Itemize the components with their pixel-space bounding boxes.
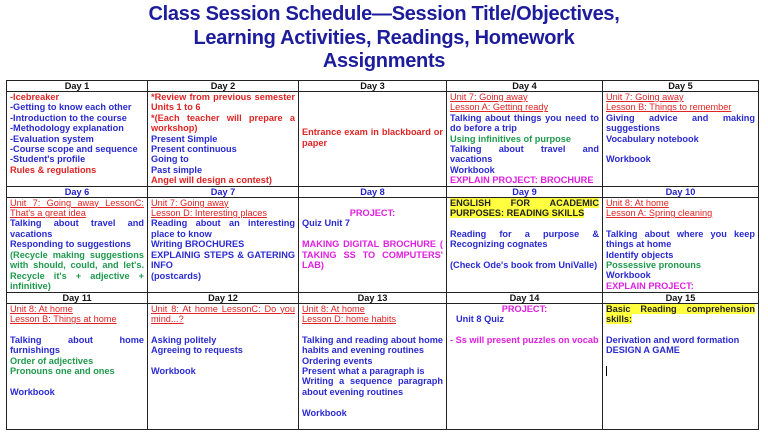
day-cell	[603, 303, 759, 429]
activity-text: Talking and reading about home habits and evening routines	[302, 334, 443, 356]
activity-text: Talking about travel and vacations	[10, 218, 144, 239]
day-cell	[148, 92, 299, 187]
activity-text: Rules & regulations	[10, 164, 97, 175]
lesson-title: Unit 7: Going away	[450, 92, 528, 102]
activity-text: Present Simple	[151, 133, 218, 144]
activity-text: Entrance exam in blackboard or paper	[302, 127, 443, 148]
activity-text: *Review from previous semester Units 1 to 6	[151, 92, 295, 113]
activity-text: Workbook	[450, 164, 495, 175]
activity-text: Talking about things you need to do before a trip	[450, 112, 599, 134]
activity-text: Vocabulary notebook	[606, 133, 699, 144]
activity-text: -Evaluation system	[10, 133, 94, 144]
lesson-title: Lesson D: home habits	[302, 314, 396, 325]
day-header: Day 12	[148, 292, 299, 303]
activity-text: Using infinitives of purpose	[450, 133, 571, 144]
day-content-row	[7, 92, 759, 187]
title-line: Class Session Schedule—Session Title/Objectives,	[148, 3, 620, 25]
activity-text: (Recycle making suggestions with should, could, and let's. Recycle it's + adjective + infinitive)	[10, 249, 144, 291]
activity-text: *(Each teacher will prepare a workshop)	[151, 112, 295, 134]
activity-text: -Introduction to the course	[10, 112, 127, 123]
activity-text: Present continuous	[151, 144, 237, 155]
day-header: Day 10	[603, 186, 759, 197]
activity-text: Workbook	[151, 366, 196, 377]
title-line: Assignments	[322, 50, 446, 72]
day-cell	[148, 197, 299, 292]
day-cell	[603, 92, 759, 187]
activity-text: Present what a paragraph is	[302, 366, 425, 377]
activity-text: (postcards)	[151, 270, 202, 281]
day-header: Day 8	[299, 186, 447, 197]
highlighted-text: Basic Reading comprehension skills:	[606, 303, 755, 325]
activity-text: Giving advice and making suggestions	[606, 112, 755, 134]
lesson-title: Unit 8: At home	[302, 303, 365, 314]
activity-text: EXPLAINIG STEPS & GATERING INFO	[151, 249, 295, 271]
lesson-title: Lesson A: Spring cleaning	[606, 208, 713, 219]
day-header: Day 3	[299, 81, 447, 92]
activity-text: Angel will design a contest)	[151, 175, 272, 186]
activity-text: PROJECT:	[349, 208, 396, 219]
activity-text: Talking about home furnishings	[10, 334, 144, 356]
day-cell	[7, 92, 148, 187]
lesson-title: Unit 7: Going away	[151, 197, 229, 208]
day-cell	[299, 303, 447, 429]
day-header-row	[7, 186, 759, 197]
day-header: Day 14	[447, 292, 603, 303]
activity-text	[450, 198, 599, 219]
day-cell	[447, 92, 603, 187]
activity-text: MAKING DIGITAL BROCHURE ( TAKING SS TO COMPUTERS' LAB)	[302, 239, 443, 271]
day-header: Day 15	[603, 292, 759, 303]
activity-text: Agreeing to requests	[151, 345, 243, 356]
day-header: Day 5	[603, 81, 759, 92]
day-content-row	[7, 303, 759, 429]
activity-text: Talking about travel and vacations	[450, 144, 599, 165]
day-header-row	[7, 81, 759, 92]
day-content-row	[7, 197, 759, 292]
activity-text: -Methodology explanation	[10, 123, 124, 134]
activity-text: Workbook	[10, 386, 55, 397]
activity-text: (Check Ode's book from UniValle)	[450, 260, 598, 271]
day-header: Day 4	[447, 81, 603, 92]
activity-text: Responding to suggestions	[10, 239, 131, 250]
day-header: Day 1	[7, 81, 148, 92]
activity-text: EXPLAIN PROJECT: BROCHURE	[450, 175, 594, 186]
day-cell	[148, 303, 299, 429]
activity-text: Quiz Unit 7	[302, 218, 350, 229]
day-cell	[299, 92, 447, 187]
activity-text: - Ss will present puzzles on vocab	[450, 334, 599, 345]
activity-text: Derivation and word formation	[606, 334, 740, 345]
activity-text: Order of adjectives	[10, 355, 94, 366]
activity-text: -Course scope and sequence	[10, 144, 138, 155]
lesson-title: Unit 8: At home LessonC: Do you mind...?	[151, 303, 295, 325]
activity-text: Talking about where you keep things at home	[606, 228, 755, 250]
day-header: Day 9	[447, 186, 603, 197]
lesson-title: Lesson A: Getting ready	[450, 102, 549, 113]
day-cell	[7, 197, 148, 292]
day-header: Day 6	[7, 186, 148, 197]
activity-text: DESIGN A GAME	[606, 345, 680, 356]
activity-text: Writing a sequence paragraph about evening routines	[302, 376, 443, 397]
activity-text: Unit 8 Quiz	[456, 314, 504, 325]
activity-text: Possessive pronouns	[606, 260, 701, 271]
page-title	[0, 3, 768, 74]
activity-text: Identify objects	[606, 249, 674, 260]
activity-text: EXPLAIN PROJECT:	[606, 280, 694, 291]
lesson-title: Lesson B: Things at home	[10, 314, 117, 325]
day-cell	[7, 303, 148, 429]
activity-text: -Student's profile	[10, 154, 86, 165]
activity-text: Writing BROCHURES	[151, 239, 245, 250]
text-cursor-icon	[606, 366, 607, 376]
activity-text: Workbook	[606, 154, 651, 165]
day-header: Day 13	[299, 292, 447, 303]
activity-text: Reading about an interesting place to know	[151, 218, 295, 239]
lesson-title: Unit 8: At home	[10, 303, 73, 314]
activity-text: Reading for a purpose & Recognizing cognates	[450, 228, 599, 250]
lesson-title: Lesson B: Things to remember	[606, 102, 732, 113]
highlighted-text: ENGLISH FOR ACADEMIC PURPOSES: READING SKILLS	[450, 197, 599, 219]
title-line: Learning Activities, Readings, Homework	[193, 26, 575, 49]
activity-text: PROJECT:	[501, 303, 548, 314]
activity-text: Workbook	[302, 407, 347, 418]
day-cell	[603, 197, 759, 292]
lesson-title: Unit 8: At home	[606, 197, 669, 208]
schedule-table	[6, 80, 759, 430]
day-cell	[447, 197, 603, 292]
day-cell	[447, 303, 603, 429]
activity-text: Workbook	[606, 270, 651, 281]
lesson-title: Lesson D: Interesting places	[151, 208, 267, 219]
activity-text: Past simple	[151, 164, 203, 175]
activity-text: Pronouns one and ones	[10, 366, 115, 377]
activity-text: -Getting to know each other	[10, 102, 132, 113]
activity-text	[606, 304, 755, 325]
activity-text: -Icebreaker	[10, 92, 60, 102]
activity-text: Going to	[151, 154, 189, 165]
day-header: Day 2	[148, 81, 299, 92]
day-cell	[299, 197, 447, 292]
lesson-title: Unit 7: Going away LessonC: That's a great idea	[10, 197, 144, 219]
activity-text: Asking politely	[151, 334, 217, 345]
day-header: Day 11	[7, 292, 148, 303]
lesson-title: Unit 7: Going away	[606, 92, 684, 102]
day-header: Day 7	[148, 186, 299, 197]
day-header-row	[7, 292, 759, 303]
activity-text: Ordering events	[302, 355, 373, 366]
